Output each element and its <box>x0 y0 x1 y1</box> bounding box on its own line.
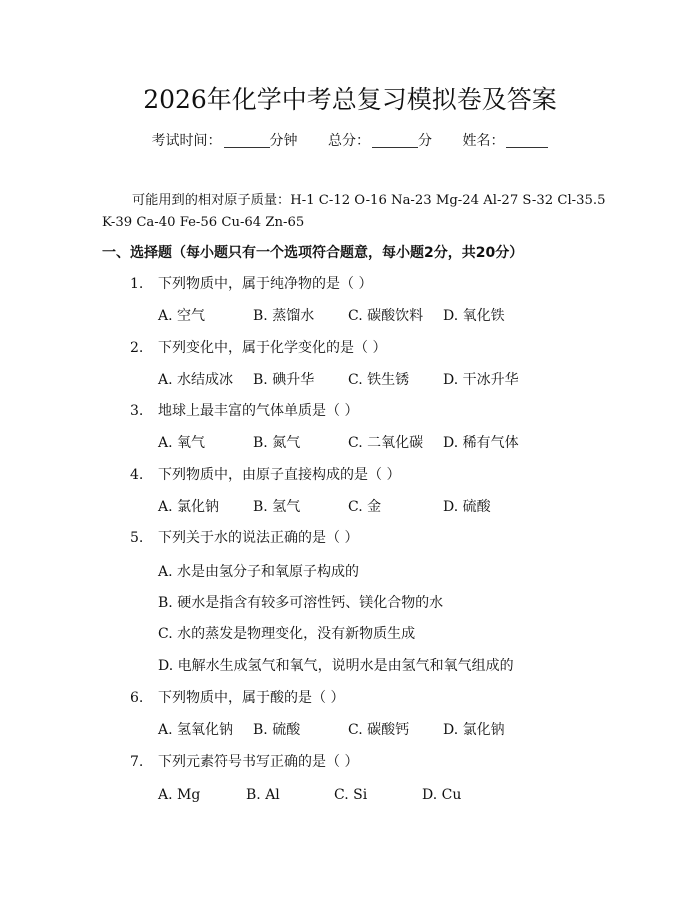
exam-title: 2026年化学中考总复习模拟卷及答案 <box>143 85 557 114</box>
option-d: D. 稀有气体 <box>443 435 519 451</box>
name-label: 姓名： <box>462 133 505 149</box>
question-number: 5. <box>130 530 144 546</box>
question-2-options <box>158 369 538 391</box>
question-5 <box>130 527 358 549</box>
option-d: D. 电解水生成氢气和氧气，说明水是由氢气和氧气组成的 <box>158 658 514 674</box>
question-number: 1. <box>130 276 144 292</box>
option-c: C. Si <box>334 787 368 803</box>
student-name-field <box>462 130 548 152</box>
option-d: D. Cu <box>422 787 462 803</box>
question-stem: 下列物质中，属于纯净物的是（ ） <box>158 276 373 292</box>
question-6-options <box>158 719 538 741</box>
question-3 <box>130 400 358 422</box>
question-4 <box>130 464 400 486</box>
option-a: A. 氢氧化钠 <box>158 722 234 738</box>
option-d: D. 氯化钠 <box>443 722 505 738</box>
question-number: 3. <box>130 403 144 419</box>
question-number: 7. <box>130 754 144 770</box>
option-b: B. 碘升华 <box>253 372 315 388</box>
question-7-options <box>158 784 510 806</box>
option-b: B. 硫酸 <box>253 722 301 738</box>
option-a: A. 空气 <box>158 308 206 324</box>
score-unit: 分 <box>418 133 432 149</box>
option-c: C. 碳酸饮料 <box>348 308 424 324</box>
option-d: D. 硫酸 <box>443 499 491 515</box>
question-7 <box>130 751 358 773</box>
question-1 <box>130 273 372 295</box>
option-a: A. 氯化钠 <box>158 499 220 515</box>
time-label: 考试时间： <box>151 133 222 149</box>
question-number: 6. <box>130 690 144 706</box>
option-b: B. 硬水是指含有较多可溶性钙、镁化合物的水 <box>158 595 444 611</box>
question-stem: 下列关于水的说法正确的是（ ） <box>158 530 359 546</box>
option-b: B. 氢气 <box>253 499 301 515</box>
option-c: C. 二氧化碳 <box>348 435 424 451</box>
score-blank <box>372 133 418 148</box>
question-stem: 下列物质中，由原子直接构成的是（ ） <box>158 467 401 483</box>
relative-atomic-masses: 可能用到的相对原子质量：H-1 C-12 O-16 Na-23 Mg-24 Al-27 S-32 Cl-35.5 K-39 Ca-40 Fe-56 Cu-64 Zn-65 <box>102 193 606 230</box>
option-b: B. 氮气 <box>253 435 301 451</box>
option-a: A. 水是由氢分子和氧原子构成的 <box>158 564 360 580</box>
option-c: C. 碳酸钙 <box>348 722 410 738</box>
question-6 <box>130 687 344 709</box>
exam-info-line <box>0 130 700 152</box>
question-3-options <box>158 432 538 454</box>
time-blank <box>224 133 270 148</box>
question-1-options <box>158 305 538 327</box>
question-stem: 下列物质中，属于酸的是（ ） <box>158 690 345 706</box>
total-score-field <box>328 130 432 152</box>
score-label: 总分： <box>328 133 370 149</box>
question-number: 4. <box>130 467 144 483</box>
time-unit: 分钟 <box>269 133 298 149</box>
question-stem: 下列元素符号书写正确的是（ ） <box>158 754 359 770</box>
option-c: C. 水的蒸发是物理变化，没有新物质生成 <box>158 626 416 642</box>
question-number: 2. <box>130 340 144 356</box>
name-blank <box>506 133 548 148</box>
option-b: B. 蒸馏水 <box>253 308 315 324</box>
option-d: D. 氧化铁 <box>443 308 505 324</box>
option-c: C. 铁生锈 <box>348 372 410 388</box>
exam-time-field <box>152 130 298 152</box>
option-a: A. 水结成冰 <box>158 372 234 388</box>
question-stem: 下列变化中，属于化学变化的是（ ） <box>158 340 387 356</box>
question-stem: 地球上最丰富的气体单质是（ ） <box>158 403 359 419</box>
option-d: D. 干冰升华 <box>443 372 519 388</box>
question-2 <box>130 337 386 359</box>
option-b: B. Al <box>246 787 280 803</box>
option-a: A. Mg <box>158 787 201 803</box>
option-c: C. 金 <box>348 499 382 515</box>
section-heading-multiple-choice: 一、选择题（每小题只有一个选项符合题意，每小题2分，共20分） <box>102 245 524 261</box>
question-4-options <box>158 496 538 518</box>
option-a: A. 氧气 <box>158 435 206 451</box>
